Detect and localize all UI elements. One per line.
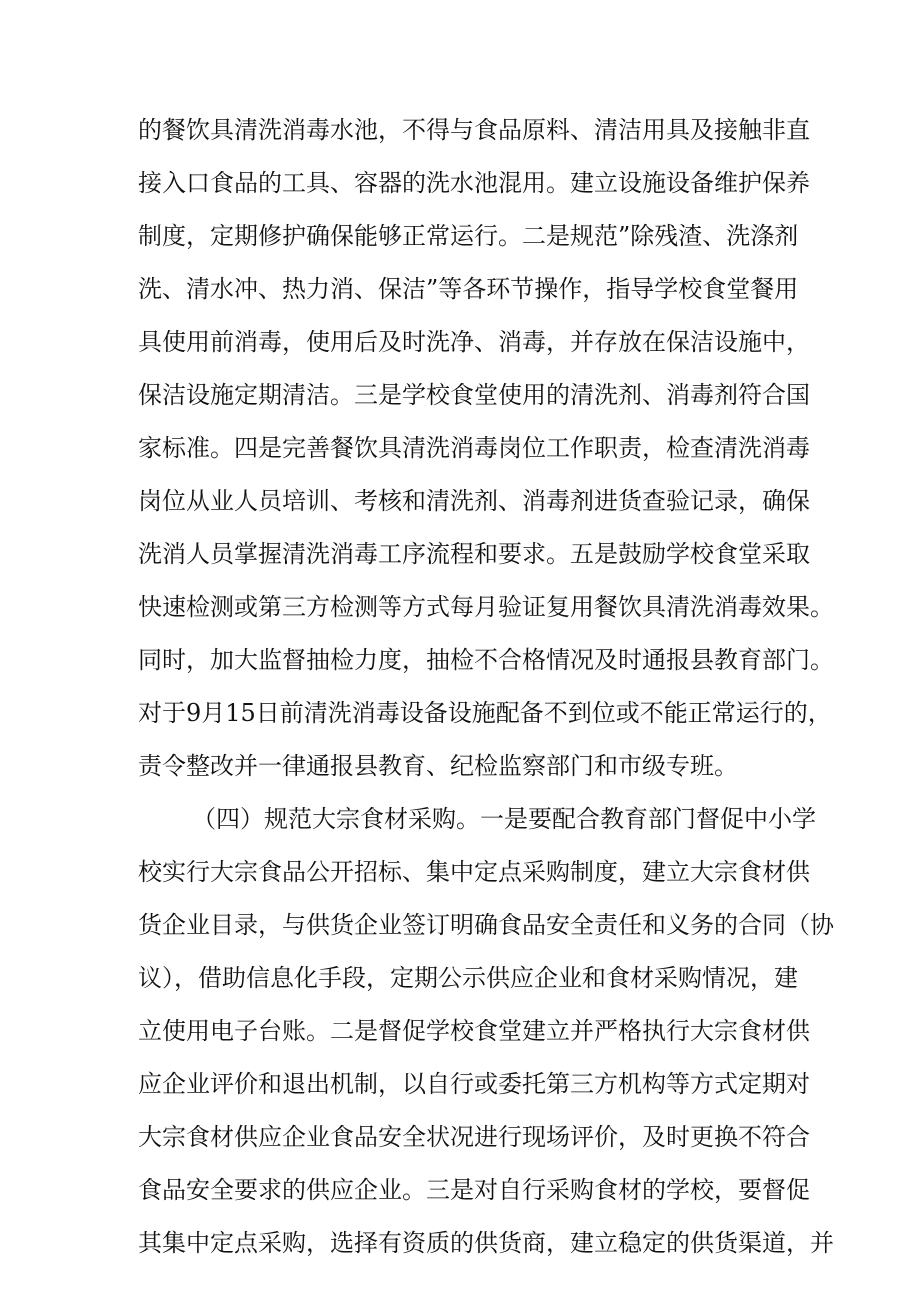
text-line: 家标准。四是完善餐饮具清洗消毒岗位工作职责，检查清洗消毒 (138, 434, 810, 462)
text-line: 保洁设施定期清洁。三是学校食堂使用的清洗剂、消毒剂符合国 (138, 381, 810, 409)
text-line: 制度，定期修护确保能够正常运行。二是规范”除残渣、洗涤剂 (138, 222, 799, 250)
text-line: 责令整改并一律通报县教育、纪检监察部门和市级专班。 (138, 752, 738, 780)
text-line: 议），借助信息化手段，定期公示供应企业和食材采购情况，建 (138, 964, 798, 992)
text-line: 洗、清水冲、热力消、保洁”等各环节操作，指导学校食堂餐用 (138, 275, 799, 303)
text-line: 洗消人员掌握清洗消毒工序流程和要求。五是鼓励学校食堂采取 (138, 540, 810, 568)
text-line: 对于9月15日前清洗消毒设备设施配备不到位或不能正常运行的， (138, 699, 832, 727)
text-line: 的餐饮具清洗消毒水池，不得与食品原料、清洁用具及接触非直 (138, 116, 810, 144)
text-line: 接入口食品的工具、容器的洗水池混用。建立设施设备维护保养 (138, 169, 810, 197)
text-line: 其集中定点采购，选择有资质的供货商，建立稳定的供货渠道，并 (138, 1229, 834, 1257)
text-line: 同时，加大监督抽检力度，抽检不合格情况及时通报县教育部门。 (138, 646, 834, 674)
text-line: 食品安全要求的供应企业。三是对自行采购食材的学校，要督促 (138, 1176, 810, 1204)
text-line: 岗位从业人员培训、考核和清洗剂、消毒剂进货查验记录，确保 (138, 487, 810, 515)
text-line: 大宗食材供应企业食品安全状况进行现场评价，及时更换不符合 (138, 1123, 810, 1151)
text-line: 校实行大宗食品公开招标、集中定点采购制度，建立大宗食材供 (138, 858, 810, 886)
text-line: 快速检测或第三方检测等方式每月验证复用餐饮具清洗消毒效果。 (138, 593, 834, 621)
text-line: 货企业目录，与供货企业签订明确食品安全责任和义务的合同（协 (138, 911, 834, 939)
text-line: 具使用前消毒，使用后及时洗净、消毒，并存放在保洁设施中， (138, 328, 810, 356)
text-line: 应企业评价和退出机制，以自行或委托第三方机构等方式定期对 (138, 1070, 810, 1098)
section-heading-line: （四）规范大宗食材采购。一是要配合教育部门督促中小学 (192, 805, 816, 833)
text-line: 立使用电子台账。二是督促学校食堂建立并严格执行大宗食材供 (138, 1017, 810, 1045)
